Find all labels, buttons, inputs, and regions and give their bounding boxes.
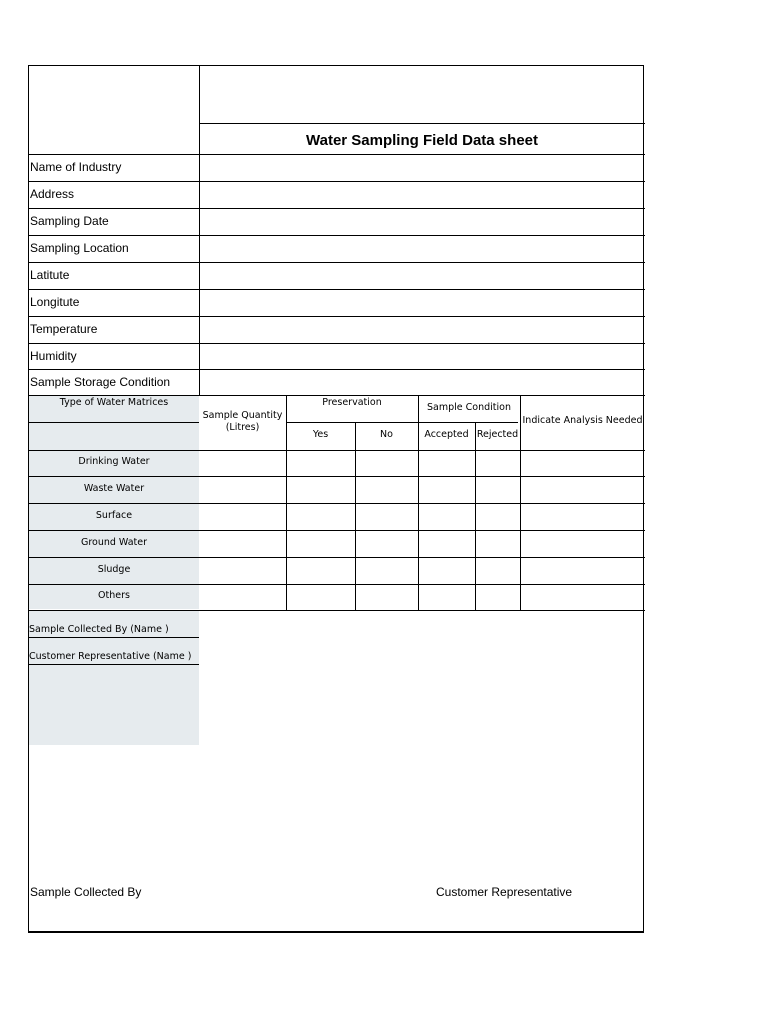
field-data-sheet	[28, 65, 644, 933]
field-label-sampling-location: Sampling Location	[30, 241, 129, 255]
field-label-latitude: Latitute	[30, 268, 70, 282]
table-col-rule	[475, 422, 476, 610]
table-rule	[29, 476, 645, 477]
col-header-quantity: Sample Quantity (Litres)	[202, 410, 283, 433]
table-rule	[29, 664, 199, 665]
form-title: Water Sampling Field Data sheet	[306, 132, 538, 149]
field-label-industry: Name of Industry	[30, 160, 122, 174]
input-industry[interactable]	[200, 155, 645, 181]
field-label-address: Address	[30, 187, 75, 201]
table-rule	[29, 450, 645, 451]
table-rule	[286, 422, 518, 423]
field-label-longitude: Longitute	[30, 295, 80, 309]
field-label-humidity: Humidity	[30, 349, 77, 363]
footer-customer-representative: Customer Representative	[436, 885, 573, 899]
field-label-storage-condition: Sample Storage Condition	[30, 375, 171, 389]
matrix-row-surface: Surface	[95, 510, 133, 521]
input-storage-condition[interactable]	[200, 370, 645, 395]
table-rule	[29, 557, 645, 558]
label-sample-collected-by-name: Sample Collected By (Name )	[29, 624, 169, 635]
field-label-temperature: Temperature	[30, 322, 98, 336]
table-rule	[29, 610, 645, 611]
matrix-row-waste-water: Waste Water	[83, 483, 145, 494]
col-header-type: Type of Water Matrices	[59, 397, 169, 408]
table-rule	[29, 637, 199, 638]
col-header-yes: Yes	[312, 429, 329, 440]
table-col-rule	[286, 395, 287, 610]
col-header-analysis: Indicate Analysis Needed	[522, 415, 643, 426]
table-rule	[29, 422, 199, 423]
col-header-preservation: Preservation	[322, 397, 382, 408]
table-col-rule	[355, 422, 356, 610]
table-rule	[29, 584, 645, 585]
input-longitude[interactable]	[200, 290, 645, 316]
input-sampling-date[interactable]	[200, 209, 645, 235]
matrix-row-sludge: Sludge	[97, 564, 131, 575]
input-latitude[interactable]	[200, 263, 645, 289]
col-header-condition: Sample Condition	[427, 402, 511, 413]
col-header-no: No	[380, 429, 393, 440]
input-humidity[interactable]	[200, 344, 645, 370]
table-rule	[29, 503, 645, 504]
field-label-sampling-date: Sampling Date	[30, 214, 109, 228]
col-header-accepted: Accepted	[424, 429, 469, 440]
title-top-rule	[199, 123, 645, 124]
input-temperature[interactable]	[200, 317, 645, 343]
table-rule	[29, 530, 645, 531]
type-subheader-cell	[29, 423, 199, 450]
input-sampling-location[interactable]	[200, 236, 645, 262]
footer-sample-collected-by: Sample Collected By	[30, 885, 142, 899]
matrix-row-others: Others	[98, 590, 130, 601]
table-col-rule	[418, 395, 419, 610]
matrix-row-drinking-water: Drinking Water	[78, 456, 150, 467]
input-address[interactable]	[200, 182, 645, 208]
col-header-rejected: Rejected	[476, 429, 519, 440]
matrix-row-ground-water: Ground Water	[80, 537, 148, 548]
label-customer-rep-name: Customer Representative (Name )	[29, 651, 192, 662]
table-col-rule	[520, 395, 521, 610]
signature-shaded-area	[29, 665, 199, 745]
